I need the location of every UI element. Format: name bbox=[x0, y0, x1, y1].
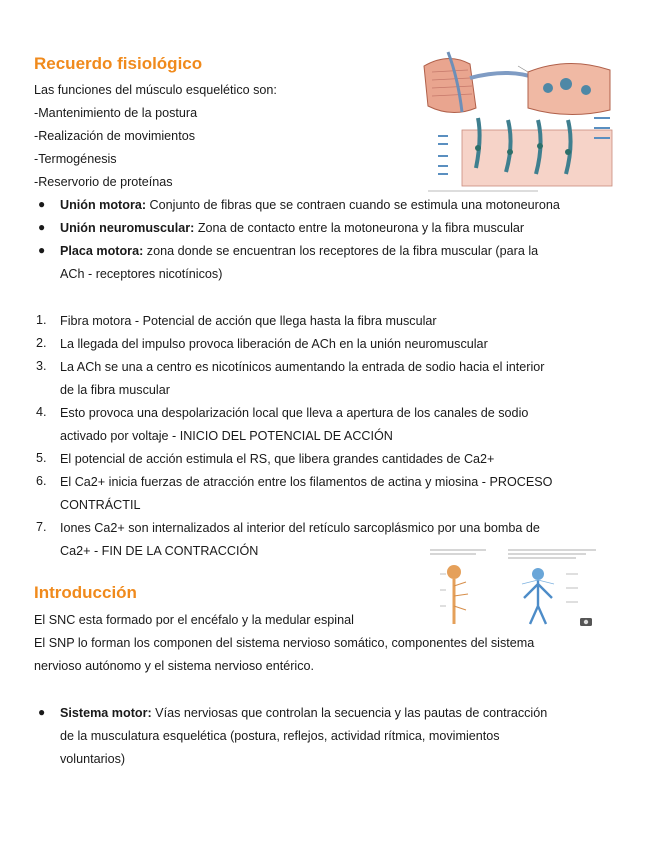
paragraph-snp: El SNP lo forman los componen del sistema nervioso somático, componentes del sistema bbox=[34, 636, 535, 650]
function-item: -Termogénesis bbox=[34, 152, 117, 166]
term-label: Unión neuromuscular: bbox=[60, 221, 195, 235]
neuromuscular-junction-illustration bbox=[418, 48, 618, 196]
term-text: Zona de contacto entre la motoneurona y la fibra muscular bbox=[194, 221, 525, 235]
section-title-introduccion: Introducción bbox=[34, 583, 137, 602]
term-text: zona donde se encuentran los receptores de la fibra muscular (para la bbox=[143, 244, 539, 258]
term-label: Unión motora: bbox=[60, 198, 147, 212]
step-number: 5. bbox=[36, 451, 47, 465]
step-text: Fibra motora - Potencial de acción que llega hasta la fibra muscular bbox=[60, 314, 437, 328]
step-number: 1. bbox=[36, 313, 47, 327]
bullet-icon: ● bbox=[38, 243, 46, 257]
step-text-continuation: CONTRÁCTIL bbox=[60, 498, 141, 512]
step-number: 4. bbox=[36, 405, 47, 419]
step-text: Esto provoca una despolarización local que lleva a apertura de los canales de sodio bbox=[60, 406, 529, 420]
nervous-system-illustration bbox=[426, 544, 604, 628]
term-text-continuation: de la musculatura esquelética (postura, reflejos, actividad rítmica, movimientos bbox=[60, 729, 500, 743]
step-number: 7. bbox=[36, 520, 47, 534]
definition-placa-motora bbox=[60, 243, 538, 259]
step-number: 3. bbox=[36, 359, 47, 373]
bullet-icon: ● bbox=[38, 705, 46, 719]
term-text-continuation: ACh - receptores nicotínicos) bbox=[60, 267, 223, 281]
function-item: -Reservorio de proteínas bbox=[34, 175, 173, 189]
step-number: 2. bbox=[36, 336, 47, 350]
step-text-continuation: de la fibra muscular bbox=[60, 383, 170, 397]
step-text: La ACh se una a centro es nicotínicos aumentando la entrada de sodio hacia el interior bbox=[60, 360, 545, 374]
term-text: Conjunto de fibras que se contraen cuando se estimula una motoneurona bbox=[146, 198, 560, 212]
term-text: Vías nerviosas que controlan la secuencia y las pautas de contracción bbox=[151, 706, 548, 720]
bullet-icon: ● bbox=[38, 197, 46, 211]
bullet-icon: ● bbox=[38, 220, 46, 234]
step-text-continuation: activado por voltaje - INICIO DEL POTENCIAL DE ACCIÓN bbox=[60, 429, 393, 443]
term-text-continuation: voluntarios) bbox=[60, 752, 126, 766]
step-text: El Ca2+ inicia fuerzas de atracción entre los filamentos de actina y miosina - PROCESO bbox=[60, 475, 553, 489]
paragraph-snp-continuation: nervioso autónomo y el sistema nervioso entérico. bbox=[34, 659, 315, 673]
definition-union-motora bbox=[60, 197, 560, 213]
paragraph-snc: El SNC esta formado por el encéfalo y la medular espinal bbox=[34, 613, 354, 627]
intro-text: Las funciones del músculo esquelético son: bbox=[34, 83, 277, 97]
definition-union-neuromuscular bbox=[60, 220, 524, 236]
step-text-continuation: Ca2+ - FIN DE LA CONTRACCIÓN bbox=[60, 544, 259, 558]
step-text: La llegada del impulso provoca liberación de ACh en la unión neuromuscular bbox=[60, 337, 488, 351]
function-item: -Mantenimiento de la postura bbox=[34, 106, 198, 120]
term-label: Placa motora: bbox=[60, 244, 144, 258]
definition-sistema-motor bbox=[60, 705, 547, 721]
step-number: 6. bbox=[36, 474, 47, 488]
function-item: -Realización de movimientos bbox=[34, 129, 195, 143]
term-label: Sistema motor: bbox=[60, 706, 152, 720]
section-title-recuerdo: Recuerdo fisiológico bbox=[34, 54, 203, 73]
step-text: Iones Ca2+ son internalizados al interior del retículo sarcoplásmico por una bomba de bbox=[60, 521, 540, 535]
step-text: El potencial de acción estimula el RS, que libera grandes cantidades de Ca2+ bbox=[60, 452, 495, 466]
